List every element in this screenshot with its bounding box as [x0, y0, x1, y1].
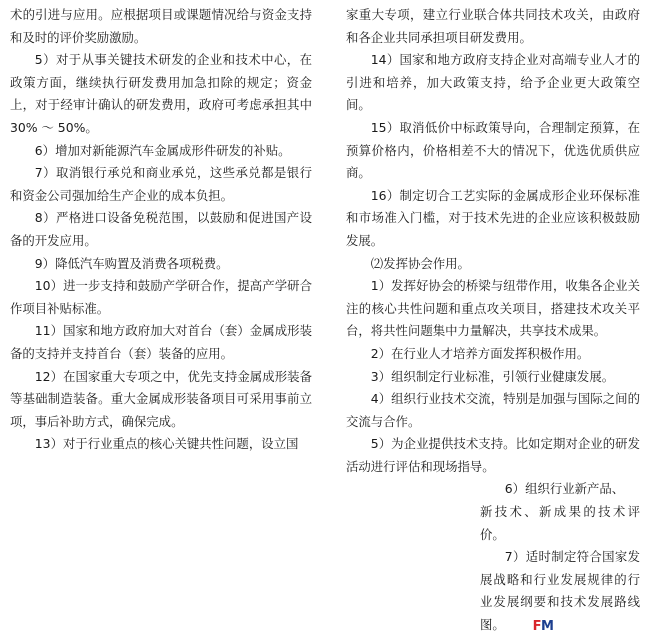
paragraph: 术的引进与应用。应根据项目或课题情况给与资金支持和及时的评价奖励激励。 — [10, 7, 312, 45]
paragraph: 5）对于从事关键技术研发的企业和技术中心，在政策方面，继续执行研发费用加急扣除的规定；资金上，对于经审计确认的研发费用，政府可考虑承担其中 30% ～ 50%。 — [10, 52, 312, 135]
paragraph: 4）组织行业技术交流，特别是加强与国际之间的交流与合作。 — [346, 391, 640, 429]
left-column — [10, 4, 312, 456]
paragraph: 家重大专项，建立行业联合体共同技术攻关，由政府和各企业共同承担项目研发费用。 — [346, 7, 640, 45]
paragraph: 1）发挥好协会的桥梁与纽带作用，收集各企业关注的核心共性问题和重点攻关项目，搭建技术攻关平台，将共性问题集中力量解决，共享技术成果。 — [346, 278, 640, 339]
paragraph: 11）国家和地方政府加大对首台（套）金属成形装备的支持并支持首台（套）装备的应用。 — [10, 323, 312, 361]
paragraph: 2）在行业人才培养方面发挥积极作用。 — [370, 345, 590, 361]
paragraph: 12）在国家重大专项之中，优先支持金属成形装备等基础制造装备。重大金属成形装备项目可采用事前立项，事后补助方式，确保完成。 — [10, 368, 312, 429]
paragraph: 10）进一步支持和鼓励产学研合作，提高产学研合作项目补贴标准。 — [10, 278, 312, 316]
closing-items — [346, 478, 640, 636]
paragraph: 新技术、新成果的技术评价。 — [480, 504, 640, 542]
paragraph: 5）为企业提供技术支持。比如定期对企业的研发活动进行评估和现场指导。 — [346, 436, 640, 474]
paragraph: 14）国家和地方政府支持企业对高端专业人才的引进和培养，加大政策支持，给予企业更大政策空间。 — [346, 52, 640, 113]
paragraph-text: 7）适时制定符合国家发展战略和行业发展规律的行业发展纲要和技术发展路线图。 — [480, 549, 640, 633]
paragraph: 7）取消银行承兑和商业承兑，这些承兑都是银行和资金公司强加给生产企业的成本负担。 — [10, 165, 312, 203]
fm-logo-icon: FM — [532, 619, 554, 635]
paragraph: 13）对于行业重点的核心关键共性问题，设立国 — [34, 436, 299, 452]
paragraph: 3）组织制定行业标准，引领行业健康发展。 — [370, 368, 615, 384]
section-heading: ⑵发挥协会作用。 — [370, 255, 470, 271]
paragraph — [480, 546, 640, 636]
right-column — [346, 4, 640, 637]
paragraph: 9）降低汽车购置及消费各项税费。 — [34, 255, 229, 271]
paragraph: 16）制定切合工艺实际的金属成形企业环保标准和市场准入门槛，对于技术先进的企业应该积极鼓励发展。 — [346, 187, 640, 248]
paragraph: 8）严格进口设备免税范围，以鼓励和促进国产设备的开发应用。 — [10, 210, 312, 248]
paragraph: 6）组织行业新产品、 — [504, 481, 625, 497]
paragraph: 6）增加对新能源汽车金属成形件研发的补贴。 — [34, 142, 291, 158]
paragraph: 15）取消低价中标政策导向，合理制定预算，在预算价格内，价格相差不大的情况下，优选优质供应商。 — [346, 119, 640, 181]
